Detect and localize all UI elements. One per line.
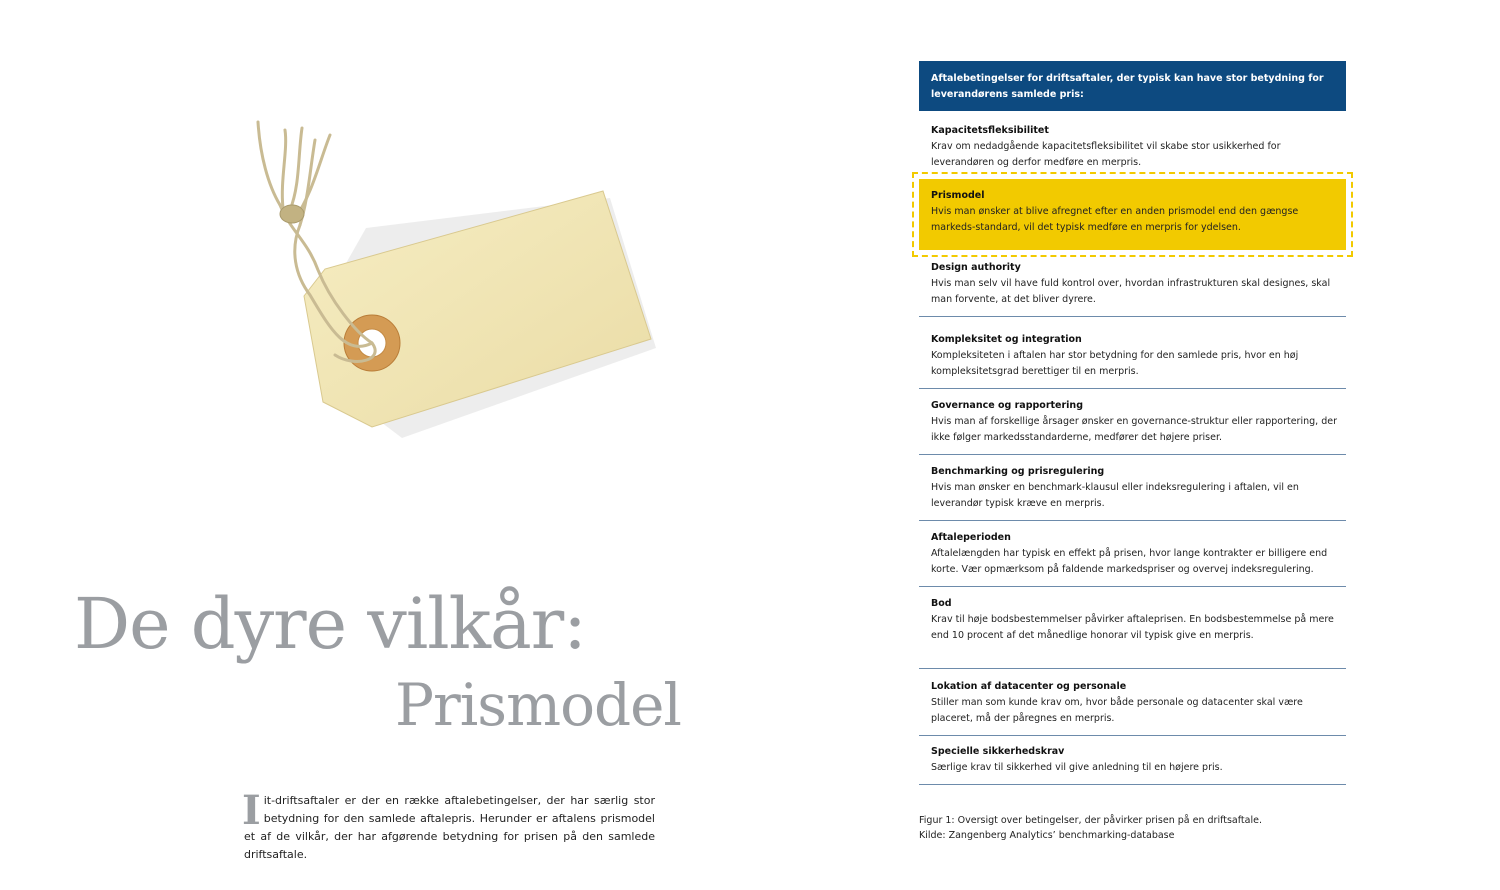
row-title: Kapacitetsfleksibilitet <box>931 125 1049 136</box>
price-tag-illustration <box>140 110 670 450</box>
row-title: Design authority <box>931 262 1021 273</box>
table-row <box>919 111 1346 171</box>
row-description: Kompleksiteten i aftalen har stor betydning for den samlede pris, hvor en høj kompleksitetsgrad berettiger til en merpris. <box>931 350 1299 377</box>
table-row <box>919 258 1346 317</box>
table-row <box>919 521 1346 587</box>
row-title: Prismodel <box>931 190 985 201</box>
row-title: Aftaleperioden <box>931 532 1011 543</box>
row-description: Hvis man ønsker at blive afregnet efter en anden prismodel end den gængse markeds-standard, vil det typisk medføre en merpris for ydelsen. <box>931 206 1299 233</box>
row-description: Stiller man som kunde krav om, hvor både personale og datacenter skal være placeret, må der påregnes en merpris. <box>931 697 1303 724</box>
intro-paragraph <box>242 787 655 864</box>
string-knot <box>280 205 304 223</box>
caption-line: Figur 1: Oversigt over betingelser, der påvirker prisen på en driftsaftale. <box>919 815 1262 826</box>
table-header: Aftalebetingelser for driftsaftaler, der typisk kan have stor betydning for leverandørens samlede pris: <box>919 61 1346 111</box>
row-title: Lokation af datacenter og personale <box>931 681 1127 692</box>
headline-title: De dyre vilkår: <box>74 583 586 665</box>
table-row <box>919 587 1346 669</box>
row-description: Aftalelængden har typisk en effekt på prisen, hvor lange kontrakter er billigere end korte. Vær opmærksom på faldende markedspriser og overvej indeksregulering. <box>931 548 1328 575</box>
table-row <box>919 389 1346 455</box>
table-row <box>919 455 1346 521</box>
drop-cap: I <box>242 787 261 834</box>
row-description: Krav om nedadgående kapacitetsfleksibilitet vil skabe stor usikkerhed for leverandøren og derfor medføre en merpris. <box>931 141 1281 168</box>
row-description: Hvis man af forskellige årsager ønsker en governance-struktur eller rapportering, der ikke følger markedsstandarderne, medfører det højere priser. <box>931 416 1337 443</box>
table-row-highlighted <box>919 179 1346 250</box>
row-description: Krav til høje bodsbestemmelser påvirker aftaleprisen. En bodsbestemmelse på mere end 10 procent af det månedlige honorar vil typisk give en merpris. <box>931 614 1334 641</box>
conditions-table <box>919 61 1346 773</box>
row-title: Governance og rapportering <box>931 400 1083 411</box>
intro-text: it-driftsaftaler er der en række aftalebetingelser, der har særlig stor betydning for den samlede aftalepris. Herunder er aftalens prismodel et af de vilkår, der har afgørende betydning for prisen på den samlede driftsaftale. <box>244 794 655 861</box>
table-row <box>919 669 1346 736</box>
row-description: Hvis man ønsker en benchmark-klausul eller indeksregulering i aftalen, vil en leverandør typisk kræve en merpris. <box>931 482 1299 509</box>
figure-caption <box>919 813 1262 843</box>
headline-subtitle: Prismodel <box>395 671 681 739</box>
row-description: Særlige krav til sikkerhed vil give anledning til en højere pris. <box>931 762 1223 773</box>
caption-source: Kilde: Zangenberg Analytics’ benchmarking-database <box>919 830 1175 841</box>
table-row <box>919 317 1346 389</box>
row-description: Hvis man selv vil have fuld kontrol over, hvordan infrastrukturen skal designes, skal man forvente, at det bliver dyrere. <box>931 278 1331 305</box>
tag-body <box>304 191 651 427</box>
row-title: Kompleksitet og integration <box>931 334 1082 345</box>
table-row <box>919 736 1346 785</box>
row-title: Benchmarking og prisregulering <box>931 466 1105 477</box>
row-title: Specielle sikkerhedskrav <box>931 746 1065 757</box>
row-title: Bod <box>931 598 952 609</box>
